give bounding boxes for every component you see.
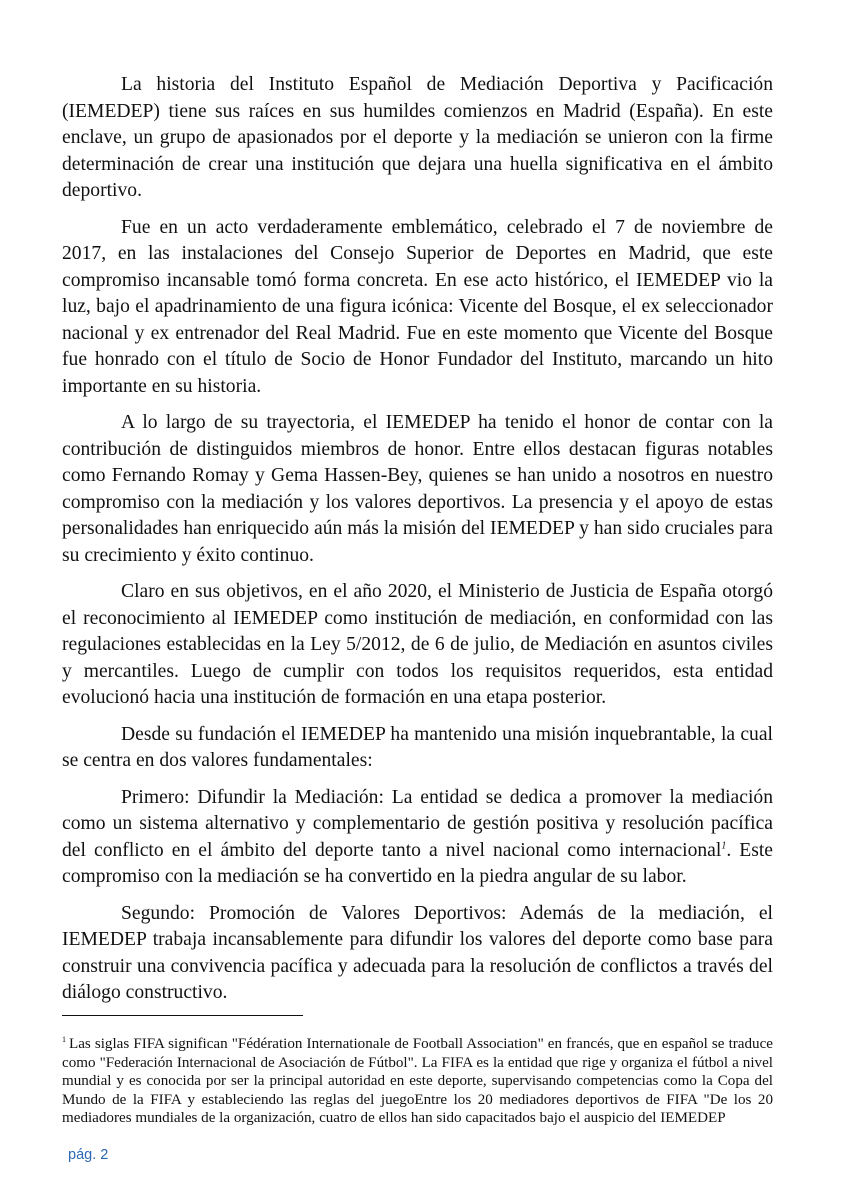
page-number: pág. 2 xyxy=(68,1147,109,1163)
footnote-separator xyxy=(62,1015,303,1016)
paragraph-recognition: Claro en sus objetivos, en el año 2020, el Ministerio de Justicia de España otorgó el reconocimiento al IEMEDEP como institución de mediación, en conformidad con las regulaciones establecidas en la Ley 5/2012, de 6 de julio, de Mediación en asuntos civiles y mercantiles. Luego de cumplir con todos los requisitos requeridos, esta entidad evolucionó hacia una institución de formación en una etapa posterior. xyxy=(62,581,773,708)
footnote xyxy=(62,1035,773,1128)
paragraph-primero xyxy=(62,785,773,891)
document-body xyxy=(62,72,773,1017)
primero-text-end: . Este compromiso con la mediación se ha convertido en la piedra angular de su labor. xyxy=(62,839,774,887)
footnote-reference[interactable]: 1 xyxy=(721,839,727,851)
paragraph-founding: Fue en un acto verdaderamente emblemático, celebrado el 7 de noviembre de 2017, en las instalaciones del Consejo Superior de Deportes en Madrid, que este compromiso incansable tomó forma concreta. En ese acto histórico, el IEMEDEP vio la luz, bajo el apadrinamiento de una figura icónica: Vicente del Bosque, el ex seleccionador nacional y ex entrenador del Real Madrid. Fue en este momento que Vicente del Bosque fue honrado con el título de Socio de Honor Fundador del Instituto, marcando un hito importante en su historia. xyxy=(62,216,773,397)
footnote-text: Las siglas FIFA significan "Fédération Internationale de Football Association" en francés, que en español se traduce como "Federación Internacional de Asociación de Fútbol". La FIFA es la entidad que rige y organiza el fútbol a nivel mundial y es conocida por ser la principal autoridad en este deporte, supervisando competencias como la Copa del Mundo de la FIFA y estableciendo las reglas del juegoEntre los 20 mediadores deportivos de FIFA "De los 20 mediadores mundiales de la organización, cuatro de ellos han sido capacitados bajo el auspicio del IEMEDEP xyxy=(62,1036,773,1127)
paragraph-segundo: Segundo: Promoción de Valores Deportivos: Además de la mediación, el IEMEDEP trabaja incansablemente para difundir los valores del deporte como base para construir una convivencia pacífica y adecuada para la resolución de conflictos a través del diálogo constructivo. xyxy=(62,902,773,1003)
footnote-mark: 1 xyxy=(62,1034,66,1044)
primero-text: Primero: Difundir la Mediación: La entidad se dedica a promover la mediación como un sistema alternativo y complementario de gestión positiva y resolución pacífica del conflicto en el ámbito del deporte tanto a nivel nacional como internacional xyxy=(62,786,773,861)
paragraph-mission: Desde su fundación el IEMEDEP ha mantenido una misión inquebrantable, la cual se centra en dos valores fundamentales: xyxy=(62,723,773,771)
paragraph-history: La historia del Instituto Español de Mediación Deportiva y Pacificación (IEMEDEP) tiene sus raíces en sus humildes comienzos en Madrid (España). En este enclave, un grupo de apasionados por el deporte y la mediación se unieron con la firme determinación de crear una institución que dejara una huella significativa en el ámbito deportivo. xyxy=(62,74,773,201)
paragraph-honor-members: A lo largo de su trayectoria, el IEMEDEP ha tenido el honor de contar con la contribución de distinguidos miembros de honor. Entre ellos destacan figuras notables como Fernando Romay y Gema Hassen-Bey, quienes se han unido a nosotros en nuestro compromiso con la mediación y los valores deportivos. La presencia y el apoyo de estas personalidades han enriquecido aún más la misión del IEMEDEP y han sido cruciales para su crecimiento y éxito continuo. xyxy=(62,412,773,566)
